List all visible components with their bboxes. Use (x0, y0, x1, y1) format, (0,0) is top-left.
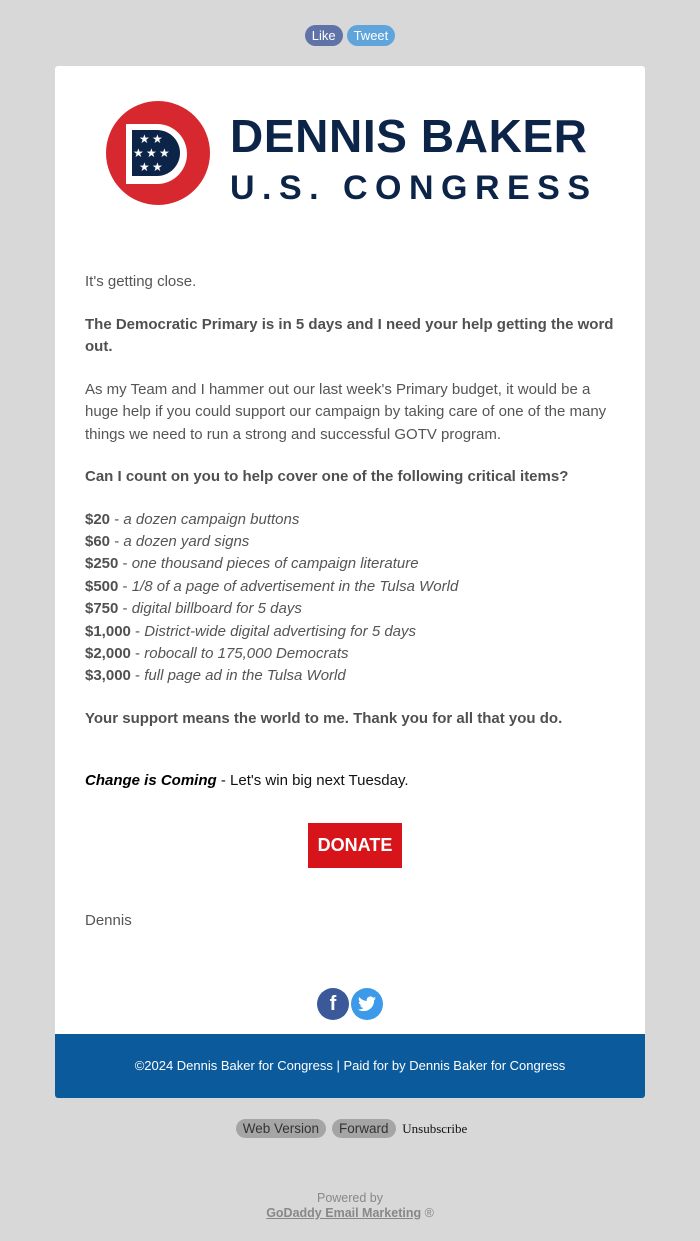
donate-button[interactable]: DONATE (308, 823, 402, 868)
svg-text:★: ★ (133, 146, 144, 160)
share-bar (0, 25, 700, 46)
tweet-button[interactable]: Tweet (347, 25, 396, 46)
list-item: $250 - one thousand pieces of campaign literature (85, 555, 419, 573)
ask-heading: Can I count on you to help cover one of the following critical items? (85, 468, 569, 485)
facebook-icon[interactable]: f (317, 988, 349, 1020)
svg-text:★: ★ (146, 146, 157, 160)
slogan: Change is Coming - Let's win big next Tuesday. (85, 772, 409, 790)
budget-paragraph: As my Team and I hammer out our last week's Primary budget, it would be a huge help if you could support our campaign by taking care of one of the many things we need to run a strong and successful GOTV program. (85, 380, 607, 443)
signature: Dennis (85, 911, 132, 929)
list-item: $750 - digital billboard for 5 days (85, 600, 302, 618)
list-item: $20 - a dozen campaign buttons (85, 510, 300, 528)
footer-disclaimer: ©2024 Dennis Baker for Congress | Paid for by Dennis Baker for Congress (55, 1034, 645, 1098)
svg-text:★: ★ (152, 160, 163, 174)
list-item: $3,000 - full page ad in the Tulsa World (85, 667, 346, 685)
message-body (85, 271, 625, 932)
godaddy-link[interactable]: GoDaddy Email Marketing (266, 1206, 422, 1220)
registered-mark: ® (421, 1206, 434, 1220)
donation-items (85, 509, 625, 688)
twitter-icon[interactable] (351, 988, 383, 1020)
email-card (55, 66, 645, 1098)
primary-notice: The Democratic Primary is in 5 days and I need your help getting the word out. (85, 315, 614, 355)
svg-text:★: ★ (139, 160, 150, 174)
svg-text:★: ★ (139, 132, 150, 146)
thanks-text: Your support means the world to me. Thank you for all that you do. (85, 709, 563, 727)
unsubscribe-link[interactable]: Unsubscribe (402, 1121, 468, 1136)
svg-text:DENNIS BAKER: DENNIS BAKER (230, 110, 587, 162)
like-button[interactable]: Like (305, 25, 343, 46)
intro-text: It's getting close. (85, 273, 197, 290)
campaign-logo (105, 100, 595, 206)
powered-by (0, 1191, 700, 1221)
footer-links (0, 1119, 700, 1138)
list-item: $1,000 - District-wide digital advertising for 5 days (85, 622, 417, 640)
svg-text:★: ★ (159, 146, 170, 160)
web-version-link[interactable]: Web Version (236, 1119, 326, 1138)
forward-link[interactable]: Forward (332, 1119, 396, 1138)
social-links (55, 988, 645, 1020)
svg-text:U.S. CONGRESS: U.S. CONGRESS (230, 169, 590, 206)
svg-text:★: ★ (152, 132, 163, 146)
powered-by-label: Powered by (316, 1191, 383, 1205)
list-item: $500 - 1/8 of a page of advertisement in the Tulsa World (85, 577, 459, 595)
list-item: $2,000 - robocall to 175,000 Democrats (85, 644, 349, 662)
list-item: $60 - a dozen yard signs (85, 532, 250, 550)
